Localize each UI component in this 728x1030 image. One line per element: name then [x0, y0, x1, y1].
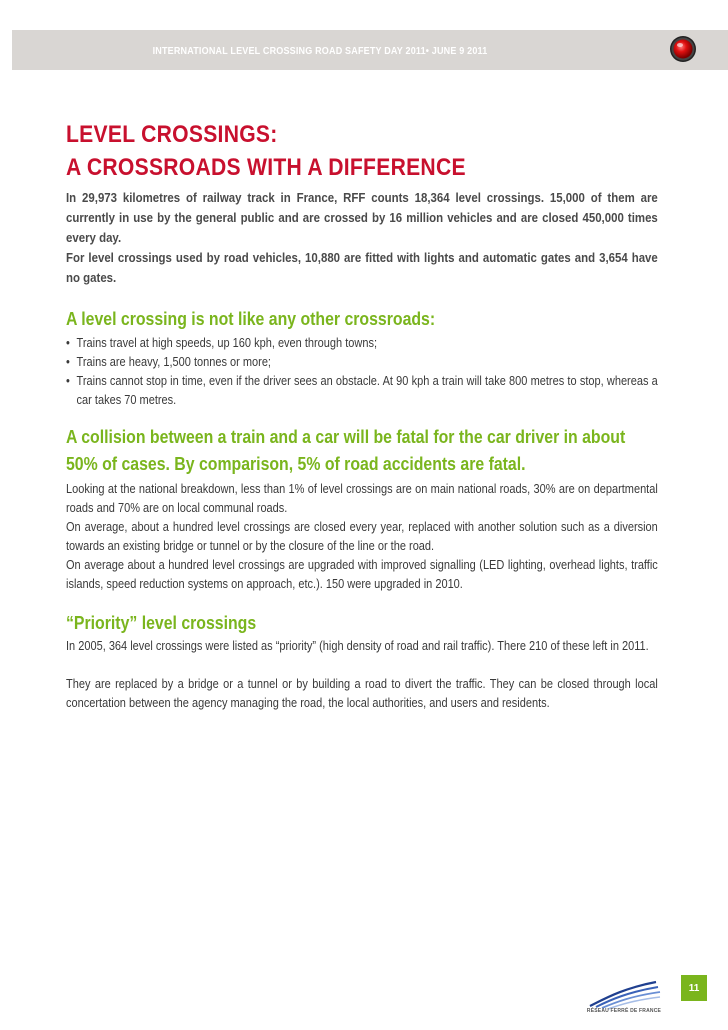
replacement-paragraph: They are replaced by a bridge or a tunnel or by building a road to divert the traffic. They can be closed through local concertation between the agency managing the road, the local authorities, and users and residents. — [66, 677, 658, 710]
intro-paragraph — [66, 188, 658, 288]
page-title-line2: A CROSSROADS WITH A DIFFERENCE — [66, 154, 466, 181]
logo-wordmark: RÉSEAU FERRÉ DE FRANCE — [586, 1008, 662, 1014]
section-heading-collision: A collision between a train and a car will be fatal for the car driver in about 50% of cases. By comparison, 5% of road accidents are fatal. — [66, 427, 626, 474]
main-content — [66, 118, 658, 713]
page-title — [66, 118, 658, 184]
section-heading-crossroads: A level crossing is not like any other crossroads: — [66, 309, 436, 329]
upgrades-text: On average about a hundred level crossings are upgraded with improved signalling (LED lighting, overhead lights, traffic islands, speed reduction systems on approach, etc.). 150 were upgraded in 2010. — [66, 558, 658, 591]
list-item: • Trains cannot stop in time, even if the driver sees an obstacle. At 90 kph a train will take 800 metres to stop, whereas a car takes 70 metres. — [66, 372, 658, 410]
text-column — [66, 118, 658, 713]
page-number: 11 — [681, 975, 707, 1001]
breakdown-text: Looking at the national breakdown, less than 1% of level crossings are on main national roads, 30% are on departmental roads and 70% are on local communal roads. — [66, 482, 658, 515]
intro-text-1: In 29,973 kilometres of railway track in France, RFF counts 18,364 level crossings. 15,000 of them are currently in use by the general public and are crossed by 16 million vehicles and are closed 450,000 times every day. — [66, 190, 658, 245]
section-heading-priority: “Priority” level crossings — [66, 613, 257, 633]
header-title: INTERNATIONAL LEVEL CROSSING ROAD SAFETY DAY 2011• JUNE 9 2011 — [152, 45, 488, 57]
list-item: • Trains travel at high speeds, up 160 kph, even through towns; — [66, 334, 658, 353]
closures-text: On average, about a hundred level crossings are closed every year, replaced with another solution such as a diversion towards an existing bridge or tunnel or by the closure of the line or the road. — [66, 520, 658, 553]
page-title-line1: LEVEL CROSSINGS: — [66, 121, 278, 148]
red-signal-light-icon — [669, 35, 697, 63]
breakdown-paragraph — [66, 480, 658, 594]
intro-text-2: For level crossings used by road vehicles, 10,880 are fitted with lights and automatic gates and 3,654 have no gates. — [66, 250, 658, 285]
priority-paragraph: In 2005, 364 level crossings were listed as “priority” (high density of road and rail traffic). There 210 of these left in 2011. — [66, 639, 649, 653]
bullet-list — [66, 334, 658, 410]
list-item: • Trains are heavy, 1,500 tonnes or more; — [66, 353, 658, 372]
